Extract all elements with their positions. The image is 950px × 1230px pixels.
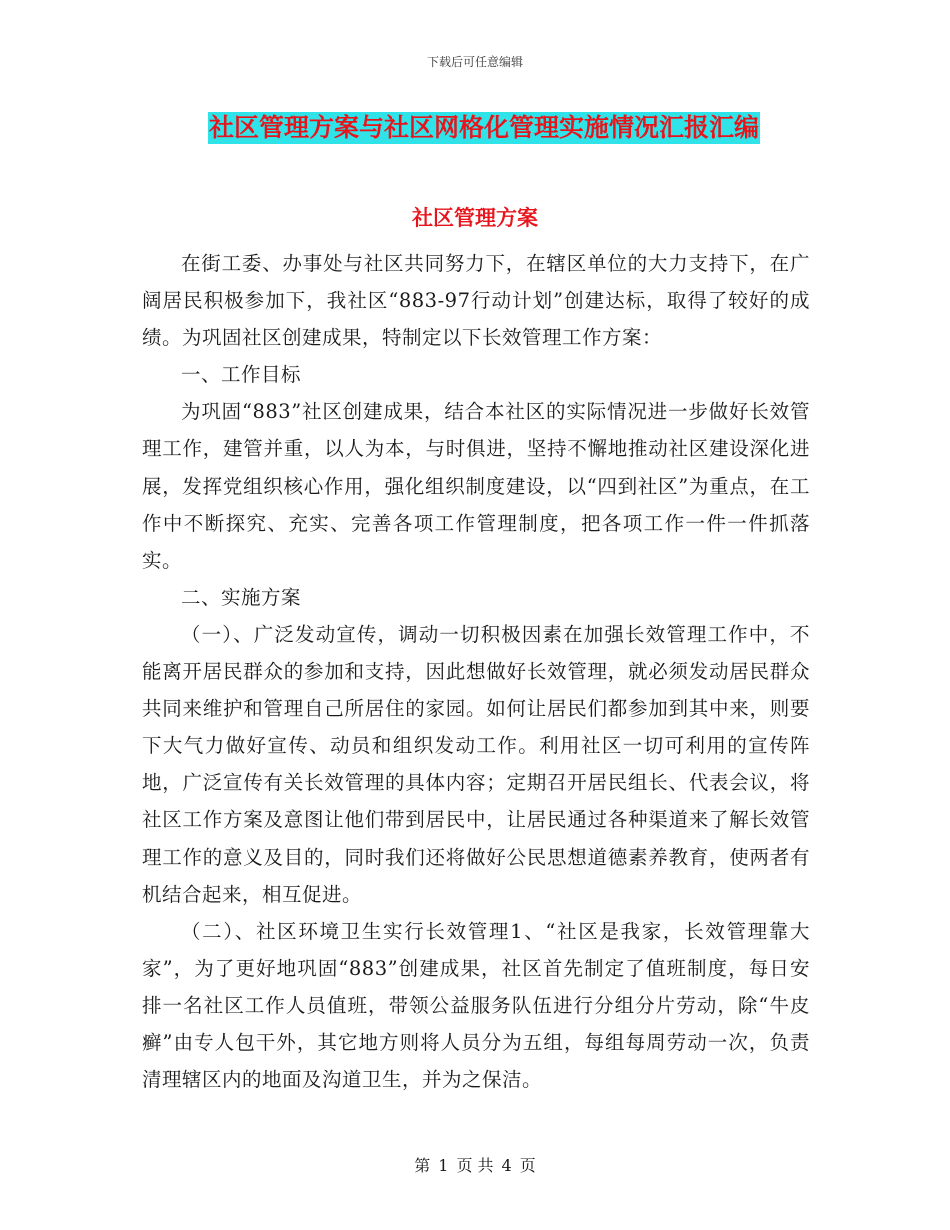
paragraph-publicity: （一）、广泛发动宣传，调动一切积极因素在加强长效管理工作中，不能离开居民群众的参加和支持，因此想做好长效管理，就必须发动居民群众共同来维护和管理自己所居住的家园。如何让居民们都参加到其中来，则要下大气力做好宣传、动员和组织发动工作。利用社区一切可利用的宣传阵地，广泛宣传有关长效管理的具体内容；定期召开居民组长、代表会议，将社区工作方案及意图让他们带到居民中，让居民通过各种渠道来了解长效管理工作的意义及目的，同时我们还将做好公民思想道德素养教育，使两者有机结合起来，相互促进。	[142, 622, 810, 906]
paragraph-work-goal: 为巩固“883”社区创建成果，结合本社区的实际情况进一步做好长效管理工作，建管并重，以人为本，与时俱进，坚持不懈地推动社区建设深化进展，发挥党组织核心作用，强化组织制度建设，以“四到社区”为重点，在工作中不断探究、充实、完善各项工作管理制度，把各项工作一件一件抓落实。	[142, 400, 810, 572]
page-total: 4	[501, 1156, 512, 1175]
page-suffix: 页	[519, 1156, 536, 1175]
document-title: 社区管理方案与社区网格化管理实施情况汇报汇编	[209, 113, 760, 142]
heading-work-goal: 一、工作目标	[181, 363, 302, 387]
page-mid: 页 共	[456, 1156, 494, 1175]
page-current: 1	[438, 1156, 449, 1175]
page-footer	[0, 1153, 950, 1176]
paragraph-sanitation: （二）、社区环境卫生实行长效管理1、“社区是我家，长效管理靠大家”，为了更好地巩固“883”创建成果，社区首先制定了值班制度，每日安排一名社区工作人员值班，带领公益服务队伍进行分组分片劳动，除“牛皮癣”由专人包干外，其它地方则将人员分为五组，每组每周劳动一次，负责清理辖区内的地面及沟道卫生，并为之保洁。	[142, 919, 810, 1092]
section-title: 社区管理方案	[412, 205, 538, 230]
heading-implementation: 二、实施方案	[181, 585, 302, 609]
document-body	[142, 245, 810, 1098]
header-note: 下载后可任意编辑	[426, 55, 523, 69]
page-prefix: 第	[414, 1156, 431, 1175]
paragraph-intro: 在街工委、办事处与社区共同努力下，在辖区单位的大力支持下，在广阔居民积极参加下，我社区“883-97行动计划”创建达标，取得了较好的成绩。为巩固社区创建成果，特制定以下长效管理工作方案：	[142, 252, 810, 350]
document-title-container	[208, 112, 760, 144]
